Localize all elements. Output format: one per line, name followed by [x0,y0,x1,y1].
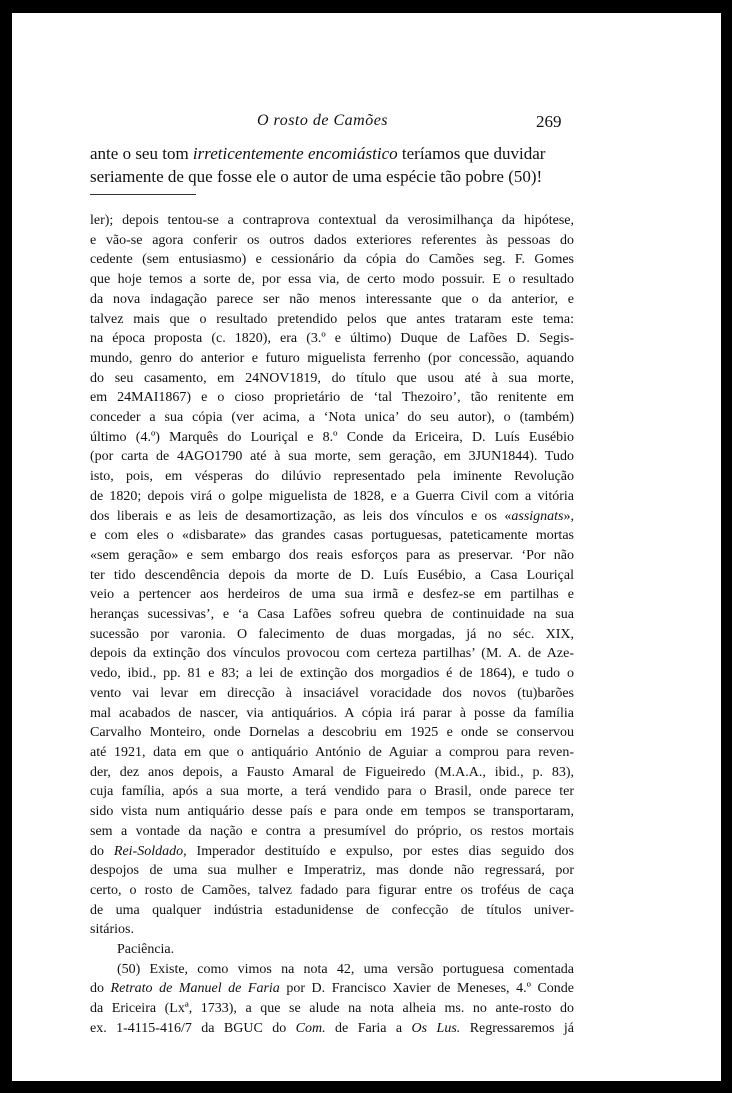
note-line: (por carta de 4AGO1790 até à sua morte, sem geração, em 3JUN1844). Tudo [90,449,574,465]
note-line: isto, pois, em vésperas do dilúvio representado pela iminente Revolução [90,469,574,485]
note-line: cedente (sem entusiasmo) e cessionário da cópia do Camões seg. F. Gomes [90,252,574,268]
footnote-rule [90,194,196,195]
note-line: «sem geração» e sem embargo dos reais esforços para as preservar. ‘Por não [90,547,574,563]
note-line: até 1921, data em que o antiquário António de Aguiar a comprou para reven- [90,744,574,760]
note-line: sem a vontade da nação e contra a presumível do próprio, os restos mortais [90,823,574,839]
note-line: dos liberais e as leis de desamortização, as leis dos vínculos e os «assignats», [90,508,574,524]
note-line: despojos de uma sua mulher e Imperatriz, mas donde não regressará, por [90,863,574,879]
running-title: O rosto de Camões [257,112,389,129]
note-line: de 1820; depois virá o golpe miguelista de 1828, e a Guerra Civil com a vitória [90,488,574,504]
note-line: sitários. [90,922,134,938]
note-line: do Retrato de Manuel de Faria por D. Francisco Xavier de Meneses, 4.º Conde [90,981,575,997]
note-line: der, dez anos depois, a Fausto Amaral de Figueiredo (M.A.A., ibid., p. 83), [90,764,574,780]
note-line: da Ericeira (Lxª, 1733), a que se alude na nota alheia ms. no ante-rosto do [90,1001,574,1017]
page-number: 269 [536,112,562,131]
note-line: em 24MAI1867) e o cioso proprietário de ‘tal Thezoiro’, tão renitente em [90,390,574,406]
main-line: ante o seu tom irreticentemente encomiástico teríamos que duvidar [90,144,546,163]
note-line: e com eles o «disbarate» das grandes casas portuguesas, pateticamente mortas [90,528,574,544]
note-line: talvez mais que o resultado pretendido pelos que antes trataram este tema: [90,311,574,327]
note-line: ter tido descendência depois da morte de D. Luís Eusébio, a Casa Louriçal [90,567,574,583]
footnote-50-start: (50) Existe, como vimos na nota 42, uma versão portuguesa comentada [117,961,574,977]
note-line: do seu casamento, em 24NOV1819, do título que usou até à sua morte, [90,370,574,386]
note-line: de uma qualquer indústria estadunidense de confecção de títulos univer- [90,902,574,918]
note-line: último (4.º) Marquês do Louriçal e 8.º Conde da Ericeira, D. Luís Eusébio [90,429,574,445]
note-line: sido vista num antiquário desse país e para onde em tempos se transportaram, [90,804,574,820]
note-line: certo, o rosto de Camões, talvez fadado para figurar entre os troféus de caça [90,882,574,898]
main-line: seriamente de que fosse ele o autor de uma espécie tão pobre (50)! [90,167,543,186]
note-line: ler); depois tentou-se a contraprova contextual da verosimilhança da hipótese, [90,213,574,228]
note-line: depois da extinção dos vínculos provocou com certeza partilhas’ (M. A. de Aze- [90,646,574,662]
note-line: vento vai levar em direcção à insaciável voracidade dos novos (tu)barões [90,685,574,701]
note-line: ex. 1-4115-416/7 da BGUC do Com. de Faria a Os Lus. Regressaremos já [90,1020,574,1036]
note-line: que hoje temos a sorte de, por essa via, de certo modo possuir. E o resultado [90,272,574,288]
note-line: Carvalho Monteiro, onde Dornelas a descobriu em 1925 e onde se conservou [90,725,574,741]
note-line: e vão-se agora conferir os outros dados exteriores referentes às pessoas do [90,232,574,248]
note-line: vedo, ibid., pp. 81 e 83; a lei de extinção dos morgadios é de 1864), e tudo o [90,666,574,682]
note-line: da nova indagação parece ser não menos interessante que o da anterior, e [90,291,574,307]
book-page [12,13,721,1081]
main-text [90,142,574,188]
note-line: na época proposta (c. 1820), era (3.º e último) Duque de Lafões D. Segis- [90,331,574,347]
page-header [12,112,721,134]
footnotes [90,211,574,1039]
note-line: conceder a sua cópia (ver acima, a ‘Nota unica’ do seu autor), o (também) [90,410,574,426]
note-line: sucessão por varonia. O falecimento de duas morgadas, já no séc. XIX, [90,626,574,642]
note-line: veio a pertencer aos herdeiros de uma sua irmã e desfez-se em partilhas e [90,587,574,603]
note-line: Paciência. [117,942,175,958]
note-line: do Rei-Soldado, Imperador destituído e expulso, por estes dias seguido dos [90,843,574,859]
note-line: mundo, genro do anterior e futuro miguelista ferrenho (por concessão, aquando [90,350,574,366]
note-line: heranças sucessivas’, e ‘a Casa Lafões sofreu quebra de continuidade na sua [90,607,574,623]
note-line: cuja família, após a sua morte, a terá vendido para o Brasil, onde parece ter [90,784,574,800]
note-line: mal acabados de nascer, via antiquários. A cópia irá parar à posse da família [90,705,574,721]
